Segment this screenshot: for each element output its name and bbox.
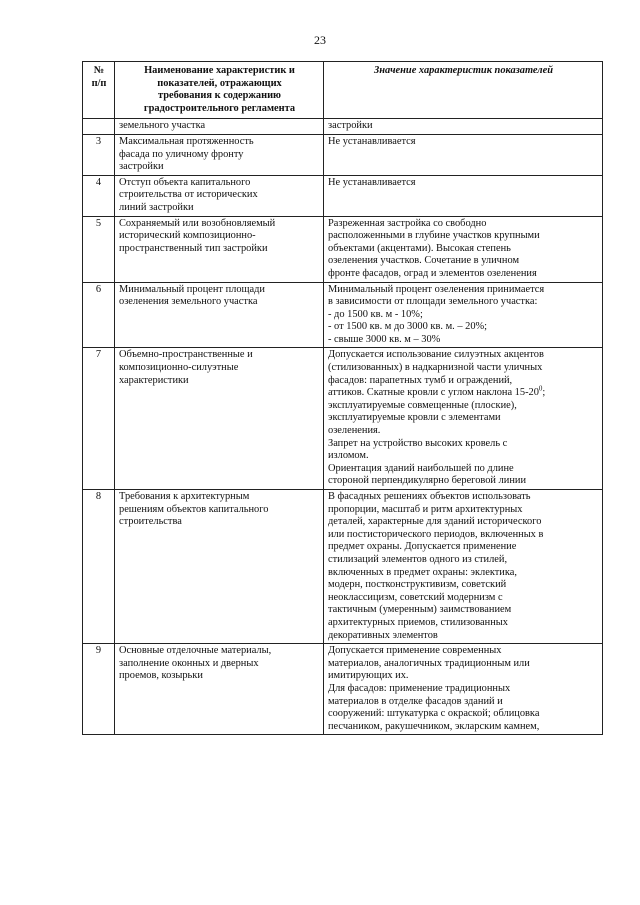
row-value-line: озеленения участков. Сочетание в уличном xyxy=(328,255,520,267)
header-num-line: № xyxy=(93,65,105,76)
table-row xyxy=(83,175,603,216)
row-value-line: расположенными в глубине участков крупными xyxy=(328,230,540,242)
row-value xyxy=(324,134,603,175)
header-num-line: п/п xyxy=(91,77,107,89)
row-value-line: пропорции, масштаб и ритм архитектурных xyxy=(328,503,523,515)
row-name-line: линий застройки xyxy=(119,201,194,213)
row-value xyxy=(324,216,603,282)
table-row xyxy=(83,348,603,490)
header-name-line: показателей, отражающих xyxy=(157,77,282,89)
row-name-line: Максимальная протяженность xyxy=(119,135,254,147)
row-value-line: модерн, постконструктивизм, советский xyxy=(328,579,507,591)
table-row xyxy=(83,134,603,175)
row-value-line: неоклассицизм, советский модернизм с xyxy=(328,591,503,603)
row-name-line: озеленения земельного участка xyxy=(119,296,258,308)
row-name-line: Сохраняемый или возобновляемый xyxy=(119,217,276,229)
row-value-line: деталей, характерные для зданий исторического xyxy=(328,516,542,528)
row-value-line: (стилизованных) в надкарнизной части уличных xyxy=(328,362,543,374)
row-value xyxy=(324,490,603,644)
table-row xyxy=(83,119,603,135)
row-value-line: предмет охраны. Допускается применение xyxy=(328,541,517,553)
row-value-line: имитирующих их. xyxy=(328,670,409,682)
row-name-line: Отступ объекта капитального xyxy=(119,176,251,188)
row-value-line: материалов в отделке фасадов зданий и xyxy=(328,695,503,707)
row-value-line: декоративных элементов xyxy=(328,629,438,641)
row-name-line: Требования к архитектурным xyxy=(119,491,250,502)
row-number: 4 xyxy=(83,175,115,216)
row-value-line: тактичным (умеренным) заимствованием xyxy=(328,604,512,616)
row-value-line: фасадов: парапетных тумб и ограждений, xyxy=(328,374,513,386)
degree-mark: 0 xyxy=(538,384,543,393)
row-value-line: песчаником, ракушечником, экларским камнем, xyxy=(328,720,540,732)
header-name-line: градостроительного регламента xyxy=(143,102,296,114)
row-name xyxy=(115,119,324,135)
row-name xyxy=(115,644,324,735)
row-value-line: - свыше 3000 кв. м – 30% xyxy=(328,333,441,345)
row-number: 7 xyxy=(83,348,115,490)
row-value-line: Допускается применение современных xyxy=(328,645,502,657)
row-value-line: Не устанавливается xyxy=(328,135,416,147)
row-name xyxy=(115,216,324,282)
row-value-line: эксплуатируемые совмещенные (плоские), xyxy=(328,399,517,411)
header-num xyxy=(83,62,115,119)
row-value-line: объектами (акцентами). Высокая степень xyxy=(328,242,511,254)
row-value xyxy=(324,175,603,216)
row-name xyxy=(115,134,324,175)
row-value-line: изломом. xyxy=(328,450,369,462)
row-value xyxy=(324,119,603,135)
table-row xyxy=(83,490,603,644)
table-row xyxy=(83,282,603,348)
row-value-line: материалов, аналогичных традиционным или xyxy=(328,657,530,669)
header-name-line: Наименование характеристик и xyxy=(144,65,295,76)
table-header-row xyxy=(83,62,603,119)
row-value-line: Для фасадов: применение традиционных xyxy=(328,682,511,694)
row-name-line: решениям объектов капитального xyxy=(119,503,269,515)
row-name-line: характеристики xyxy=(119,374,189,386)
row-value-line: застройки xyxy=(328,120,373,132)
row-value-line: Разреженная застройка со свободно xyxy=(328,217,487,229)
row-number: 5 xyxy=(83,216,115,282)
table-row xyxy=(83,216,603,282)
row-value-line: стороной перпендикулярно береговой линии xyxy=(328,475,526,487)
row-name-line: Минимальный процент площади xyxy=(119,283,265,295)
row-value-line: в зависимости от площади земельного участка: xyxy=(328,296,538,308)
row-number: 9 xyxy=(83,644,115,735)
row-number xyxy=(83,119,115,135)
header-name-line: требования к содержанию xyxy=(158,90,281,102)
row-name xyxy=(115,282,324,348)
row-name-line: заполнение оконных и дверных xyxy=(119,657,259,669)
row-value-line: или постисторического периодов, включенных в xyxy=(328,528,544,540)
row-name-line: исторический композиционно- xyxy=(119,230,256,242)
row-name xyxy=(115,348,324,490)
row-value-line: Запрет на устройство высоких кровель с xyxy=(328,437,508,449)
row-value-line: Не устанавливается xyxy=(328,176,416,188)
row-value-line: Допускается использование силуэтных акцентов xyxy=(328,349,544,361)
row-number: 3 xyxy=(83,134,115,175)
header-value-line: Значение характеристик показателей xyxy=(373,65,554,76)
row-name-line: композиционно-силуэтные xyxy=(119,362,239,374)
row-name-line: фасада по уличному фронту xyxy=(119,148,244,160)
row-number: 6 xyxy=(83,282,115,348)
roof-angle-text: аттиков. Скатные кровли с углом наклона 15-20 xyxy=(328,387,539,399)
regulation-table xyxy=(82,61,603,735)
row-value-line: - до 1500 кв. м - 10%; xyxy=(328,308,423,320)
row-value-line: архитектурных приемов, стилизованных xyxy=(328,616,508,628)
row-name-line: земельного участка xyxy=(119,120,206,132)
row-name-line: застройки xyxy=(119,161,164,173)
roof-angle-suffix: ; xyxy=(542,387,546,399)
row-value-line: В фасадных решениях объектов использовать xyxy=(328,491,531,502)
row-value-line: эксплуатируемые кровли с элементами xyxy=(328,412,501,424)
header-value xyxy=(324,62,603,119)
table-row xyxy=(83,644,603,735)
row-name-line: Объемно-пространственные и xyxy=(119,349,253,361)
row-value-line: стилизаций элементов одного из стилей, xyxy=(328,553,508,565)
row-name-line: проемов, козырьки xyxy=(119,670,203,682)
row-value xyxy=(324,644,603,735)
row-value-line: озеленения. xyxy=(328,425,381,437)
row-name-line: строительства xyxy=(119,516,182,528)
row-name-line: Основные отделочные материалы, xyxy=(119,645,272,657)
row-value-line: включенных в предмет охраны: эклектика, xyxy=(328,566,517,578)
row-name-line: пространственный тип застройки xyxy=(119,242,268,254)
row-number: 8 xyxy=(83,490,115,644)
roof-angle-line xyxy=(328,384,599,400)
page-number: 23 xyxy=(314,33,326,47)
row-value-line: Ориентация зданий наибольшей по длине xyxy=(328,462,514,474)
row-value xyxy=(324,348,603,490)
row-value-line: Минимальный процент озеленения принимается xyxy=(328,283,545,295)
row-name-line: строительства от исторических xyxy=(119,189,258,201)
row-value xyxy=(324,282,603,348)
row-name xyxy=(115,490,324,644)
row-name xyxy=(115,175,324,216)
row-value-line: сооружений: штукатурка с окраской; облицовка xyxy=(328,708,540,720)
header-name xyxy=(115,62,324,119)
row-value-line: - от 1500 кв. м до 3000 кв. м. – 20%; xyxy=(328,321,488,333)
row-value-line: фронте фасадов, оград и элементов озеленения xyxy=(328,267,537,279)
